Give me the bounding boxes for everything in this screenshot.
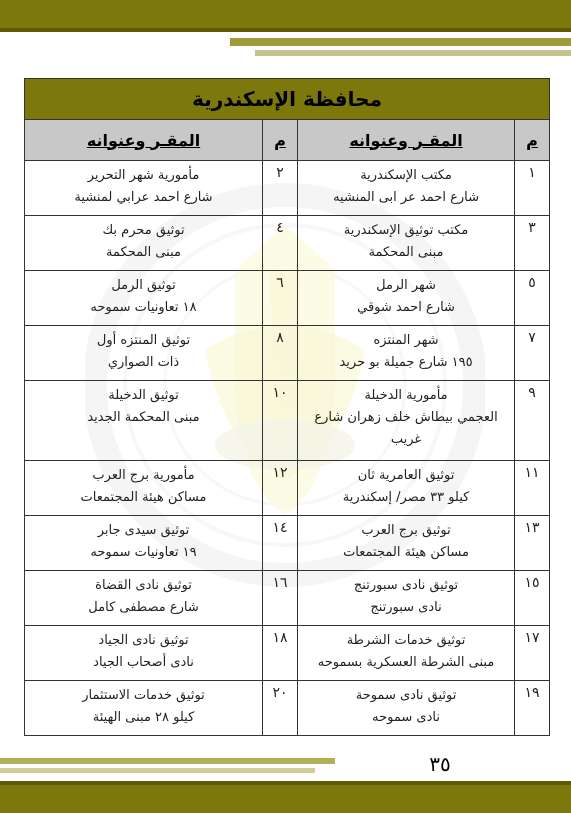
- table-row: [25, 161, 550, 216]
- office-address: مبنى المحكمة: [368, 245, 444, 260]
- row-number: ٤: [263, 216, 298, 271]
- office-address: مساكن هيئة المجتمعات: [80, 490, 207, 505]
- office-address: ١٩٥ شارع جميلة بو حريد: [339, 355, 473, 370]
- office-address: مبنى المحكمة: [106, 245, 181, 260]
- office-cell: [298, 681, 515, 736]
- office-address: شارع مصطفى كامل: [88, 600, 199, 615]
- column-header-address: المقـر وعنوانه: [25, 120, 263, 161]
- table-row: [25, 381, 550, 461]
- table-row: [25, 516, 550, 571]
- row-number: ١٦: [263, 571, 298, 626]
- row-number: ١٨: [263, 626, 298, 681]
- table-title: محافظة الإسكندرية: [25, 79, 550, 120]
- top-decorative-stripe: [230, 38, 571, 46]
- office-name: مأمورية برج العرب: [92, 468, 195, 483]
- office-name: توثيق المنتزه أول: [96, 333, 191, 348]
- office-address: نادى سموحه: [372, 710, 440, 725]
- row-number: ٣: [515, 216, 550, 271]
- row-number: ١٣: [515, 516, 550, 571]
- office-name: مكتب الإسكندرية: [360, 168, 452, 183]
- office-cell: [25, 271, 263, 326]
- office-cell: [298, 571, 515, 626]
- office-address: ١٩ تعاونيات سموحه: [90, 545, 197, 560]
- office-cell: [25, 161, 263, 216]
- bottom-decorative-bar: [0, 781, 571, 813]
- table-row: [25, 571, 550, 626]
- office-cell: [298, 461, 515, 516]
- table-row: [25, 461, 550, 516]
- office-cell: [25, 216, 263, 271]
- offices-table: [24, 78, 550, 736]
- row-number: ٦: [263, 271, 298, 326]
- office-address: شارع احمد عرابي لمنشية: [74, 190, 213, 205]
- column-header-num: م: [515, 120, 550, 161]
- office-name: توثيق برج العرب: [361, 523, 451, 538]
- office-cell: [298, 161, 515, 216]
- row-number: ١١: [515, 461, 550, 516]
- office-name: توثيق العامرية ثان: [357, 468, 455, 483]
- office-cell: [298, 326, 515, 381]
- row-number: ٢: [263, 161, 298, 216]
- table-row: [25, 271, 550, 326]
- table-row: [25, 216, 550, 271]
- office-cell: [25, 681, 263, 736]
- row-number: ١٢: [263, 461, 298, 516]
- office-name: توثيق خدمات الاستثمار: [82, 688, 205, 703]
- office-name: توثيق محرم بك: [102, 223, 185, 238]
- office-address: العجمي بيطاش خلف زهران شارع غريب: [314, 410, 498, 447]
- office-address: مساكن هيئة المجتمعات: [343, 545, 469, 560]
- row-number: ١٧: [515, 626, 550, 681]
- table-row: [25, 681, 550, 736]
- office-address: كيلو ٣٣ مصر/ إسكندرية: [342, 490, 470, 505]
- row-number: ٥: [515, 271, 550, 326]
- office-address: شارع احمد شوقي: [357, 300, 455, 315]
- office-cell: [298, 381, 515, 461]
- column-header-address: المقـر وعنوانه: [298, 120, 515, 161]
- office-cell: [25, 326, 263, 381]
- office-name: مأمورية شهر التحرير: [87, 168, 200, 183]
- office-address: مبنى الشرطة العسكرية بسموحه: [317, 655, 495, 670]
- row-number: ١٠: [263, 381, 298, 461]
- table-row: [25, 626, 550, 681]
- office-address: ١٨ تعاونيات سموحه: [90, 300, 197, 315]
- office-name: توثيق سيدى جابر: [97, 523, 190, 538]
- office-address: ذات الصواري: [107, 355, 180, 370]
- office-cell: [25, 381, 263, 461]
- bottom-decorative-stripe: [0, 758, 335, 764]
- row-number: ٧: [515, 326, 550, 381]
- office-name: توثيق نادى سبورتنج: [353, 578, 459, 593]
- table-row: [25, 326, 550, 381]
- office-name: توثيق نادى الجياد: [98, 633, 189, 648]
- row-number: ٩: [515, 381, 550, 461]
- office-name: مأمورية الدخيلة: [364, 388, 448, 403]
- office-cell: [25, 571, 263, 626]
- office-cell: [25, 626, 263, 681]
- office-cell: [25, 516, 263, 571]
- top-decorative-stripe: [255, 50, 571, 56]
- column-header-num: م: [263, 120, 298, 161]
- row-number: ٢٠: [263, 681, 298, 736]
- office-address: كيلو ٢٨ مبنى الهيئة: [92, 710, 195, 725]
- office-cell: [298, 271, 515, 326]
- office-name: توثيق نادى سموحة: [355, 688, 457, 703]
- office-address: نادى سبورتنج: [370, 600, 442, 615]
- bottom-decorative-stripe: [0, 768, 315, 773]
- office-name: توثيق الرمل: [111, 278, 176, 293]
- office-cell: [298, 626, 515, 681]
- page-number: ٣٥: [429, 752, 451, 776]
- office-address: شارع احمد عر ابى المنشيه: [333, 190, 479, 205]
- office-name: شهر المنتزه: [373, 333, 439, 348]
- row-number: ٨: [263, 326, 298, 381]
- office-name: شهر الرمل: [376, 278, 436, 293]
- top-decorative-bar: [0, 0, 571, 32]
- row-number: ١٤: [263, 516, 298, 571]
- office-name: مكتب توثيق الإسكندرية: [343, 223, 469, 238]
- row-number: ١٩: [515, 681, 550, 736]
- office-name: توثيق نادى القضاة: [95, 578, 192, 593]
- office-cell: [25, 461, 263, 516]
- office-name: توثيق خدمات الشرطة: [346, 633, 466, 648]
- row-number: ١: [515, 161, 550, 216]
- office-cell: [298, 516, 515, 571]
- office-address: نادى أصحاب الجياد: [93, 655, 194, 670]
- office-address: مبنى المحكمة الجديد: [87, 410, 200, 425]
- office-cell: [298, 216, 515, 271]
- office-name: توثيق الدخيلة: [108, 388, 179, 403]
- row-number: ١٥: [515, 571, 550, 626]
